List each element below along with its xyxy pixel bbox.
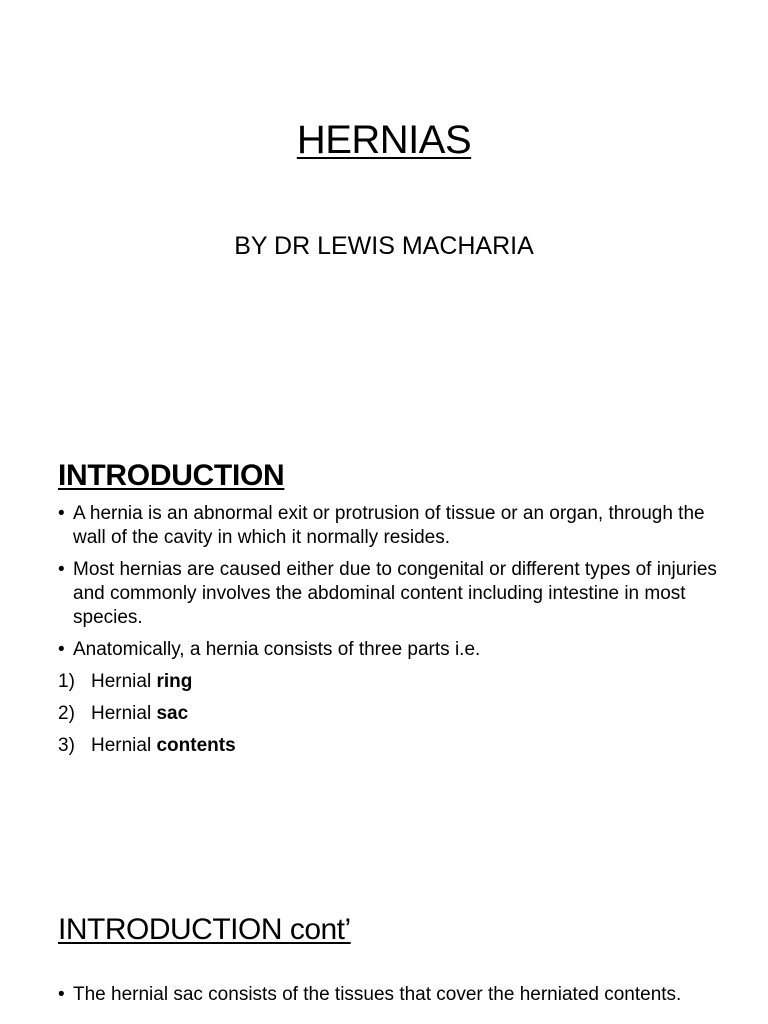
slide-heading: INTRODUCTION cont’ <box>58 913 351 946</box>
item-term: ring <box>156 671 193 692</box>
introduction-slide <box>0 440 768 840</box>
numbered-item <box>58 734 718 758</box>
item-prefix: Hernial <box>91 735 157 756</box>
bullet-marker: • <box>58 639 65 660</box>
bullet-item <box>58 638 718 662</box>
item-term: contents <box>156 735 236 756</box>
bullet-item <box>58 502 718 550</box>
bullet-text: The hernial sac consists of the tissues that cover the herniated contents. <box>73 984 682 1005</box>
item-number: 1) <box>58 671 75 692</box>
numbered-item <box>58 702 718 726</box>
bullet-list <box>58 502 718 766</box>
numbered-item <box>58 670 718 694</box>
bullet-text: Anatomically, a hernia consists of three parts i.e. <box>73 639 481 660</box>
title-slide <box>0 0 768 420</box>
bullet-marker: • <box>58 984 65 1005</box>
presentation-title: HERNIAS <box>296 118 472 162</box>
item-number: 3) <box>58 735 75 756</box>
introduction-cont-slide <box>0 900 768 1024</box>
item-prefix: Hernial <box>91 671 157 692</box>
slide-heading: INTRODUCTION <box>58 459 285 492</box>
item-term: sac <box>156 703 189 724</box>
presentation-author: BY DR LEWIS MACHARIA <box>234 232 534 260</box>
bullet-marker: • <box>58 503 65 524</box>
item-prefix: Hernial <box>91 703 157 724</box>
bullet-item <box>58 558 718 630</box>
item-number: 2) <box>58 703 75 724</box>
bullet-text: A hernia is an abnormal exit or protrusion of tissue or an organ, through the wall of the cavity in which it normally resides. <box>73 503 705 548</box>
bullet-marker: • <box>58 559 65 580</box>
bullet-list <box>58 983 718 1015</box>
bullet-item <box>58 983 718 1007</box>
bullet-text: Most hernias are caused either due to congenital or different types of injuries and commonly involves the abdominal content including intestine in most species. <box>73 559 717 628</box>
